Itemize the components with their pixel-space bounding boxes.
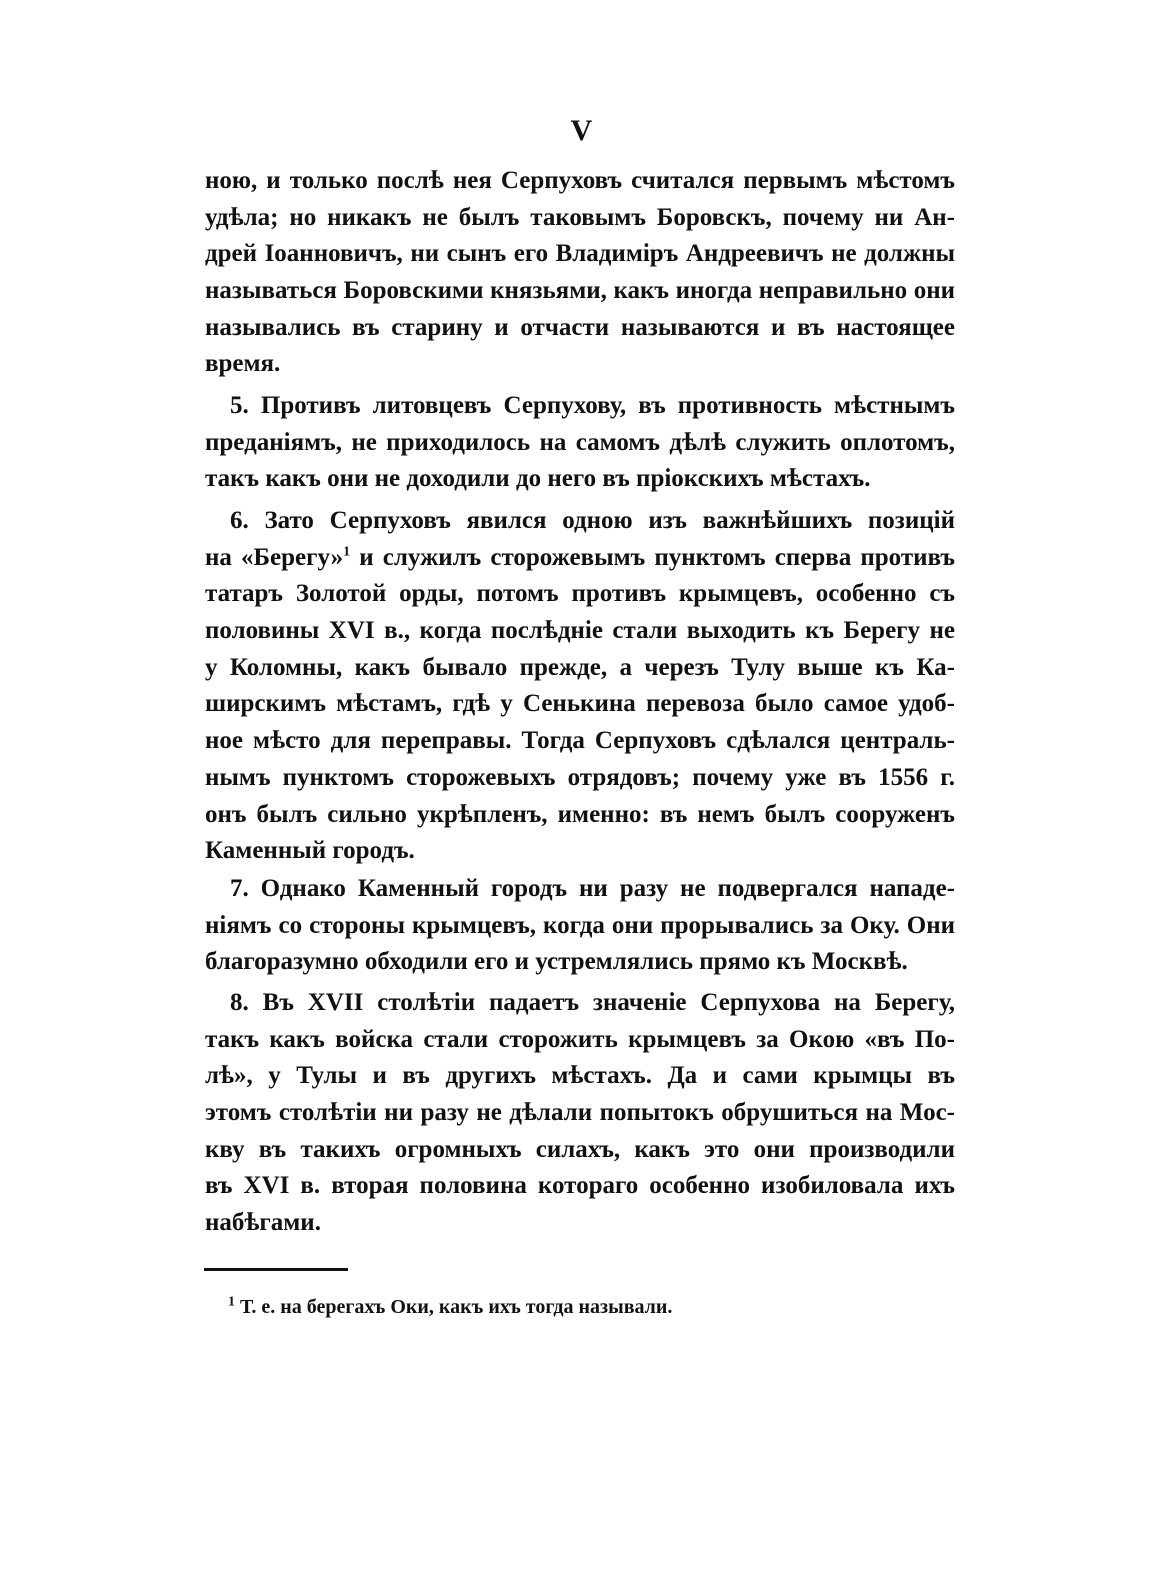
text-line: въ XVI в. вторая половина котораго особенно изобиловала ихъ (205, 1172, 955, 1200)
text-line: ною, и только послѣ нея Серпуховъ считался первымъ мѣстомъ (205, 167, 955, 194)
text-line-with-footnote-ref (205, 540, 955, 577)
text-fragment: и служилъ сторожевымъ пунктомъ сперва противъ (350, 543, 955, 571)
text-line: онъ былъ сильно укрѣпленъ, именно: въ немъ былъ сооруженъ (205, 800, 955, 828)
text-line: кву въ такихъ огромныхъ силахъ, какъ это они производили (205, 1135, 955, 1163)
text-fragment: на «Берегу» (205, 543, 344, 571)
page-number: V (570, 114, 593, 147)
text-line: половины XVI в., когда послѣдніе стали выходить къ Берегу не (205, 617, 955, 645)
footnote-text: Т. е. на берегахъ Оки, какъ ихъ тогда называли. (235, 1296, 673, 1318)
text-line: такъ какъ войска стали сторожить крымцевъ за Окою «въ По- (205, 1025, 955, 1053)
footnote (228, 1296, 672, 1319)
text-line: 7. Однако Каменный городъ ни разу не подвергался нападе- (230, 875, 955, 902)
text-line: 5. Противъ литовцевъ Серпухову, въ противность мѣстнымъ (230, 392, 955, 419)
text-line: благоразумно обходили его и устремлялись прямо къ Москвѣ. (205, 948, 908, 976)
text-line: такъ какъ они не доходили до него въ пріокскихъ мѣстахъ. (205, 465, 871, 493)
paragraph-5 (205, 388, 955, 498)
footnote-reference: 1 (343, 544, 351, 560)
text-line: нымъ пунктомъ сторожевыхъ отрядовъ; почему уже въ 1556 г. (205, 763, 955, 791)
text-line: ширскимъ мѣстамъ, гдѣ у Сенькина перевоза было самое удоб- (205, 690, 955, 718)
paragraph-7 (205, 871, 955, 981)
text-line: этомъ столѣтіи ни разу не дѣлали попытокъ обрушиться на Мос- (205, 1099, 955, 1127)
text-line: лѣ», у Тулы и въ другихъ мѣстахъ. Да и сами крымцы въ (205, 1062, 955, 1090)
text-line: ніямъ со стороны крымцевъ, когда они прорывались за Оку. Они (205, 911, 955, 939)
paragraph-6 (205, 503, 955, 870)
paragraph-8 (205, 985, 955, 1242)
footnote-marker: 1 (228, 1294, 235, 1310)
text-line: набѣгами. (205, 1209, 321, 1237)
text-line: татаръ Золотой орды, потомъ противъ крымцевъ, особенно съ (205, 580, 955, 608)
text-line: 8. Въ XVII столѣтіи падаетъ значеніе Серпухова на Берегу, (230, 989, 955, 1016)
text-line: Каменный городъ. (205, 837, 415, 865)
text-line: у Коломны, какъ бывало прежде, а черезъ Тулу выше къ Ка- (205, 653, 955, 681)
paragraph-intro (205, 163, 955, 383)
text-line: 6. Зато Серпуховъ явился одною изъ важнѣйшихъ позицій (230, 507, 955, 534)
text-line: преданіямъ, не приходилось на самомъ дѣлѣ служить оплотомъ, (205, 428, 955, 456)
text-line: назывались въ старину и отчасти называются и въ настоящее (205, 313, 955, 341)
text-line: дрей Іоанновичъ, ни сынъ его Владиміръ Андреевичъ не должны (205, 240, 955, 268)
text-line: удѣла; но никакъ не былъ таковымъ Боровскъ, почему ни Ан- (205, 203, 955, 231)
text-line: время. (205, 350, 281, 378)
text-line: ное мѣсто для переправы. Тогда Серпуховъ сдѣлался централь- (205, 727, 955, 755)
text-line: называться Боровскими князьями, какъ иногда неправильно они (205, 277, 955, 305)
footnote-divider (204, 1268, 348, 1271)
